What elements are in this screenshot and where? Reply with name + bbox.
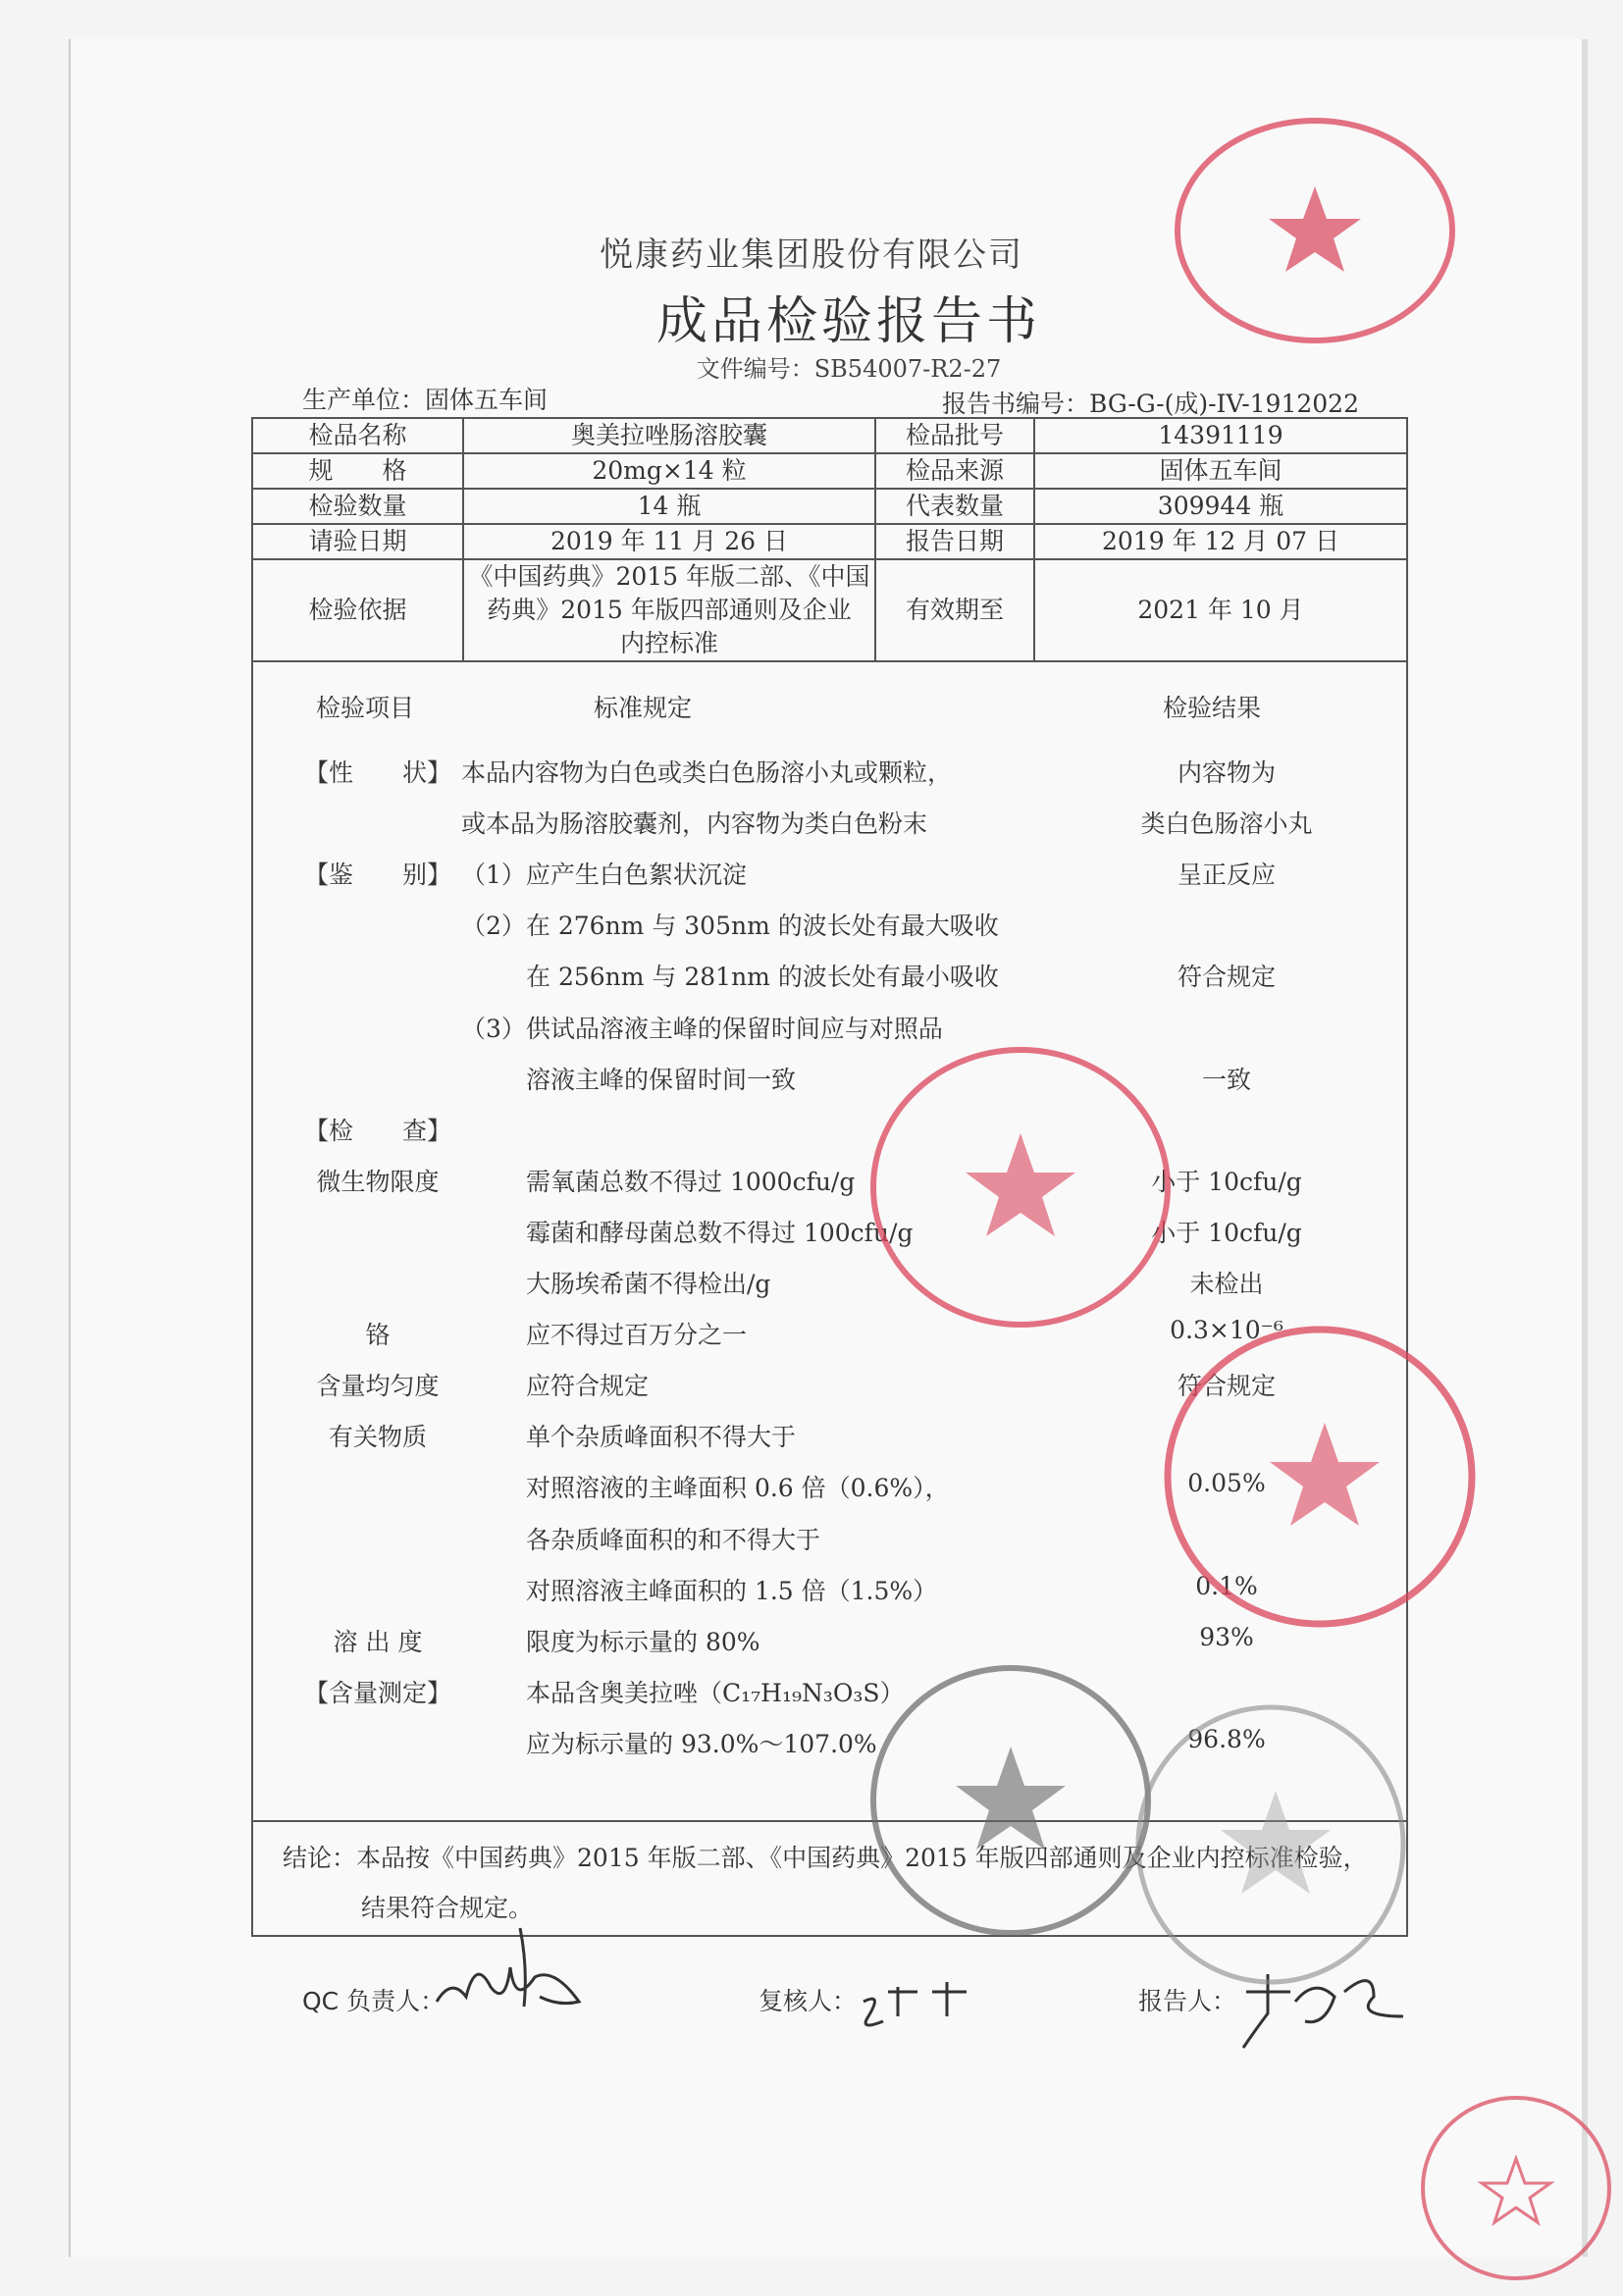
test-standard: 限度为标示量的 80% [526,1627,760,1656]
spec-label: 规 格 [252,453,463,489]
qty-value: 14 瓶 [463,489,875,524]
report-number: 报告书编号：BG-G-(成)-IV-1912022 [942,390,1359,418]
test-standard: 应符合规定 [526,1372,650,1401]
test-item-name: 【性 状】 [303,758,451,787]
test-result: 呈正反应 [1177,861,1276,890]
basis-line: 《中国药典》2015 年版二部、《中国 [468,562,870,591]
test-result: 小于 10cfu/g [1151,1218,1302,1247]
test-result: 类白色肠溶小丸 [1140,809,1313,839]
test-standard: 或本品为肠溶胶囊剂，内容物为类白色粉末 [461,809,928,839]
test-item-name: 【检 查】 [303,1116,451,1145]
stamp-shandong-guotong [864,1040,1178,1334]
test-result: 内容物为 [1177,758,1276,787]
test-result: 0.1% [1195,1571,1258,1600]
test-standard: 对照溶液的主峰面积 0.6 倍（0.6%）， [526,1474,950,1503]
test-item-name: 微生物限度 [316,1167,440,1196]
test-standard: （2）在 276nm 与 305nm 的波长处有最大吸收 [461,912,999,941]
test-item-name: 【鉴 别】 [303,861,451,890]
expiry-label: 有效期至 [875,559,1034,661]
basis-line: 药典》2015 年版四部通则及企业 [487,596,852,624]
column-result-header: 检验结果 [1163,694,1262,722]
test-standard: 单个杂质峰面积不得大于 [526,1423,797,1452]
rep-qty-label: 代表数量 [875,489,1034,524]
test-item-name: 含量均匀度 [316,1372,440,1401]
document-number: 文件编号：SB54007-R2-27 [696,355,1002,383]
test-item-name: 铬 [365,1321,391,1350]
handwritten-signature-reviewer [864,1982,967,2025]
test-standard: 应为标示量的 93.0%～107.0% [526,1729,877,1758]
test-standard: 各杂质峰面积的和不得大于 [526,1525,821,1554]
report-title: 成品检验报告书 [655,292,1041,351]
stamp-yuekang-group [1128,1697,1413,1992]
source-label: 检品来源 [875,453,1034,489]
stamp-jiangsu-huaqiang [1173,113,1457,348]
test-result: 小于 10cfu/g [1151,1167,1302,1196]
column-item-header: 检验项目 [316,694,415,722]
test-standard: 霉菌和酵母菌总数不得过 100cfu/g [526,1218,914,1247]
req-date-value: 2019 年 11 月 26 日 [463,524,875,559]
test-item-name: 有关物质 [328,1423,427,1452]
test-result: 一致 [1201,1065,1251,1094]
test-result: 未检出 [1189,1270,1264,1298]
batch-number: 14391119 [1034,418,1407,453]
expiry-value: 2021 年 10 月 [1034,559,1407,661]
name-label: 检品名称 [252,418,463,453]
test-standard: （3）供试品溶液主峰的保留时间应与对照品 [461,1014,943,1043]
test-result: 0.3×10⁻⁶ [1170,1316,1283,1345]
test-result: 0.05% [1187,1469,1266,1498]
rep-date-value: 2019 年 12 月 07 日 [1034,524,1407,559]
handwritten-signature-qc [437,1928,579,2007]
company-name: 悦康药业集团股份有限公司 [600,235,1023,275]
basis-label: 检验依据 [252,559,463,661]
test-result: 93% [1199,1622,1254,1651]
conclusion-line: 结果符合规定。 [361,1894,534,1922]
product-name: 奥美拉唑肠溶胶囊 [463,418,875,453]
test-standard: （1）应产生白色絮状沉淀 [461,861,747,890]
test-standard: 本品含奥美拉唑（C₁₇H₁₉N₃O₃S） [526,1678,905,1707]
test-result: 符合规定 [1177,1372,1276,1401]
test-standard: 溶液主峰的保留时间一致 [526,1065,797,1094]
test-item-name: 溶 出 度 [333,1627,423,1656]
column-standard-header: 标准规定 [594,694,693,722]
test-standard: 对照溶液主峰面积的 1.5 倍（1.5%） [526,1576,938,1605]
test-item-name: 【含量测定】 [303,1678,451,1707]
rep-date-label: 报告日期 [875,524,1034,559]
source-value: 固体五车间 [1034,453,1407,489]
stamp-linyi-guojian [1158,1320,1482,1634]
req-date-label: 请验日期 [252,524,463,559]
test-standard: 大肠埃希菌不得检出/g [526,1270,771,1298]
test-result: 96.8% [1187,1724,1266,1753]
rep-qty-value: 309944 瓶 [1034,489,1407,524]
batch-label: 检品批号 [875,418,1034,453]
basis-line: 内控标准 [619,629,718,657]
spec-value: 20mg×14 粒 [463,453,875,489]
conclusion-line: 结论：本品按《中国药典》2015 年版二部、《中国药典》2015 年版四部通则及企业内控标准检验， [283,1844,1368,1872]
stamp-jiangsu-bottom [1413,2090,1619,2286]
test-standard: 需氧菌总数不得过 1000cfu/g [526,1167,856,1196]
reviewer-label: 复核人： [759,1987,858,2015]
reporter-label: 报告人： [1138,1987,1237,2015]
production-unit: 生产单位：固体五车间 [302,386,549,414]
stamp-yuekang-quality [864,1658,1158,1943]
test-standard: 在 256nm 与 281nm 的波长处有最小吸收 [526,963,999,992]
test-result: 符合规定 [1177,963,1276,992]
qc-label: QC 负责人： [302,1987,445,2015]
test-standard: 应不得过百万分之一 [526,1321,748,1350]
qty-label: 检验数量 [252,489,463,524]
test-standard: 本品内容物为白色或类白色肠溶小丸或颗粒， [461,758,953,787]
